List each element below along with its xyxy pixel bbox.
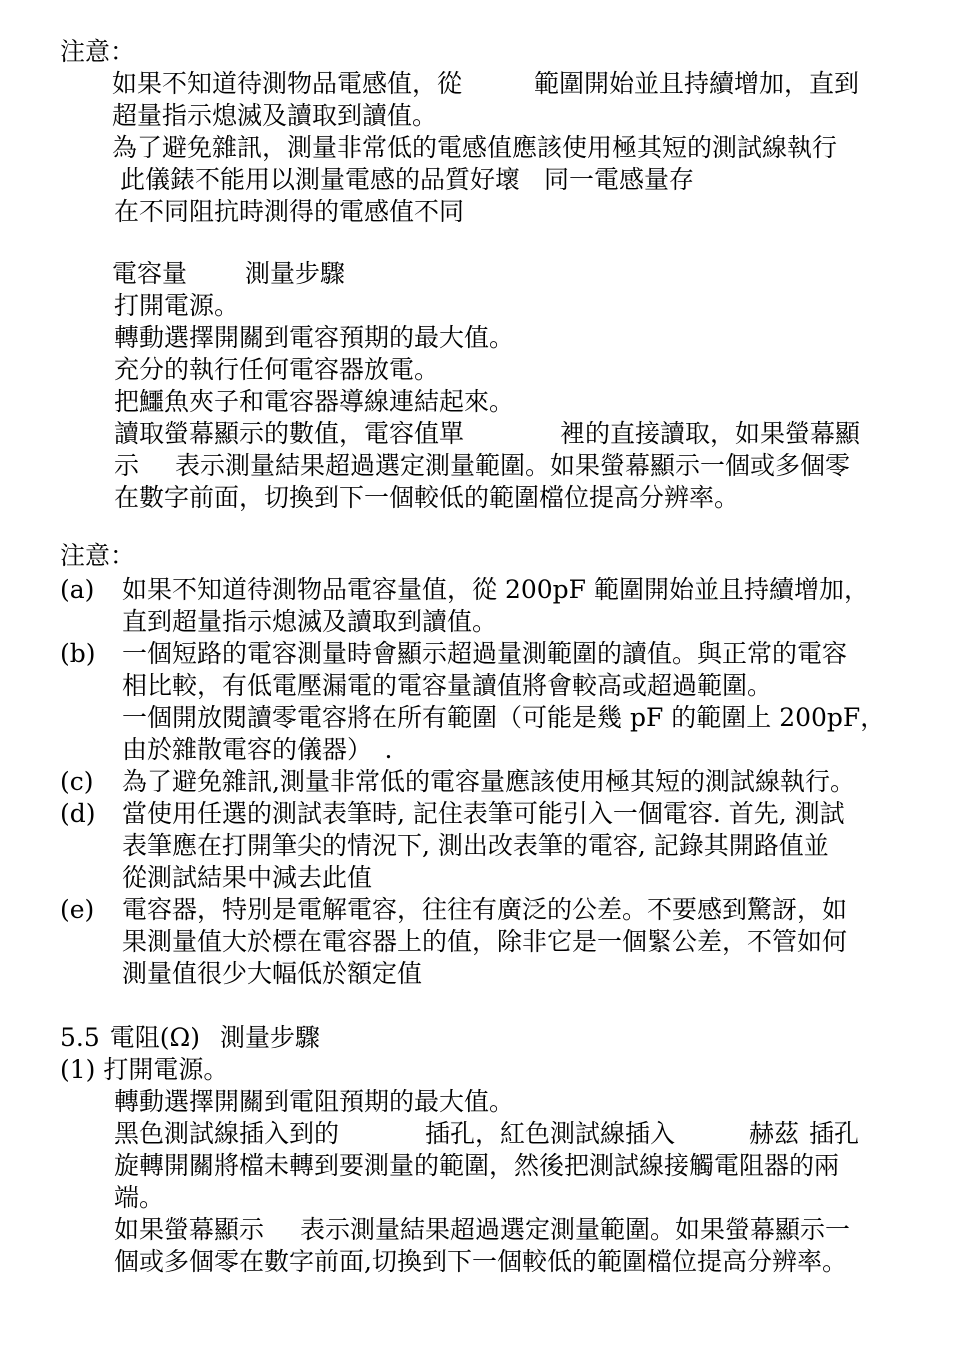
res-step-1: (1) 打開電源。 bbox=[60, 1055, 229, 1084]
note-e-line-1: 電容器，特別是電解電容，往往有廣泛的公差。不要感到驚訝，如 bbox=[122, 895, 848, 924]
note-b-line-4: 由於雜散電容的儀器） . bbox=[122, 735, 393, 764]
note-item-label-d: (d) bbox=[60, 799, 96, 828]
note-item-label-a: (a) bbox=[60, 575, 95, 604]
note-d-line-1: 當使用任選的測試表筆時, 記住表筆可能引入一個電容. 首先, 測試 bbox=[122, 799, 845, 828]
note-a-line-2: 直到超量指示熄滅及讀取到讀值。 bbox=[122, 607, 498, 636]
note-heading-2: 注意： bbox=[60, 541, 136, 570]
res-line-4: 端。 bbox=[114, 1183, 165, 1212]
section-title-resistance: 5.5 電阻(Ω) 測量步驟 bbox=[60, 1023, 321, 1052]
note-c-line-1: 為了避免雜訊,測量非常低的電容量應該使用極其短的測試線執行。 bbox=[122, 767, 855, 796]
cap-step-3: 充分的執行任何電容器放電。 bbox=[114, 355, 440, 384]
cap-step-2: 轉動選擇開關到電容預期的最大值。 bbox=[114, 323, 515, 352]
note-item-label-c: (c) bbox=[60, 767, 94, 796]
res-line-6: 個或多個零在數字前面,切換到下一個較低的範圍檔位提高分辨率。 bbox=[114, 1247, 847, 1276]
cap-step-4: 把鱷魚夾子和電容器導線連結起來。 bbox=[114, 387, 515, 416]
cap-step-1: 打開電源。 bbox=[114, 291, 240, 320]
cap-step-5-cont2: 在數字前面，切換到下一個較低的範圍檔位提高分辨率。 bbox=[114, 483, 740, 512]
note1-line-4: 此儀錶不能用以測量電感的品質好壞 同一電感量存 bbox=[120, 165, 695, 194]
note-d-line-2: 表筆應在打開筆尖的情況下, 測出改表筆的電容, 記錄其開路值並 bbox=[122, 831, 829, 860]
cap-step-5-cont: 示 表示測量結果超過選定測量範圍。如果螢幕顯示一個或多個零 bbox=[114, 451, 851, 480]
note1-line-1: 如果不知道待測物品電感值，從 範圍開始並且持續增加，直到 bbox=[112, 69, 860, 98]
res-line-3: 旋轉開關將檔未轉到要測量的範圍，然後把測試線接觸電阻器的兩 bbox=[114, 1151, 840, 1180]
note1-line-5: 在不同阻抗時測得的電感值不同 bbox=[114, 197, 465, 226]
note-item-label-b: (b) bbox=[60, 639, 96, 668]
res-line-2: 黑色測試線插入到的 插孔，紅色測試線插入 赫茲 插孔 bbox=[114, 1119, 860, 1148]
note-b-line-2: 相比較，有低電壓漏電的電容量讀值將會較高或超過範圍。 bbox=[122, 671, 773, 700]
note-b-line-3: 一個開放閱讀零電容將在所有範圍（可能是幾 pF 的範圍上 200pF， bbox=[122, 703, 886, 732]
note-heading: 注意： bbox=[60, 37, 136, 66]
note-b-line-1: 一個短路的電容測量時會顯示超過量測範圍的讀值。與正常的電容 bbox=[122, 639, 848, 668]
note-a-line-1: 如果不知道待測物品電容量值，從 200pF 範圍開始並且持續增加， bbox=[122, 575, 869, 604]
res-line-5: 如果螢幕顯示 表示測量結果超過選定測量範圍。如果螢幕顯示一 bbox=[114, 1215, 851, 1244]
section-title-capacitance: 電容量 測量步驟 bbox=[112, 259, 346, 288]
note-e-line-3: 測量值很少大幅低於額定值 bbox=[122, 959, 423, 988]
res-line-1: 轉動選擇開關到電阻預期的最大值。 bbox=[114, 1087, 515, 1116]
note1-line-2: 超量指示熄滅及讀取到讀值。 bbox=[112, 101, 438, 130]
note-d-line-3: 從測試結果中減去此值 bbox=[122, 863, 373, 892]
note1-line-3: 為了避免雜訊，測量非常低的電感值應該使用極其短的測試線執行 bbox=[112, 133, 838, 162]
note-e-line-2: 果測量值大於標在電容器上的值，除非它是一個緊公差，不管如何 bbox=[122, 927, 848, 956]
note-item-label-e: (e) bbox=[60, 895, 95, 924]
cap-step-5: 讀取螢幕顯示的數值，電容值單 裡的直接讀取，如果螢幕顯 bbox=[114, 419, 861, 448]
